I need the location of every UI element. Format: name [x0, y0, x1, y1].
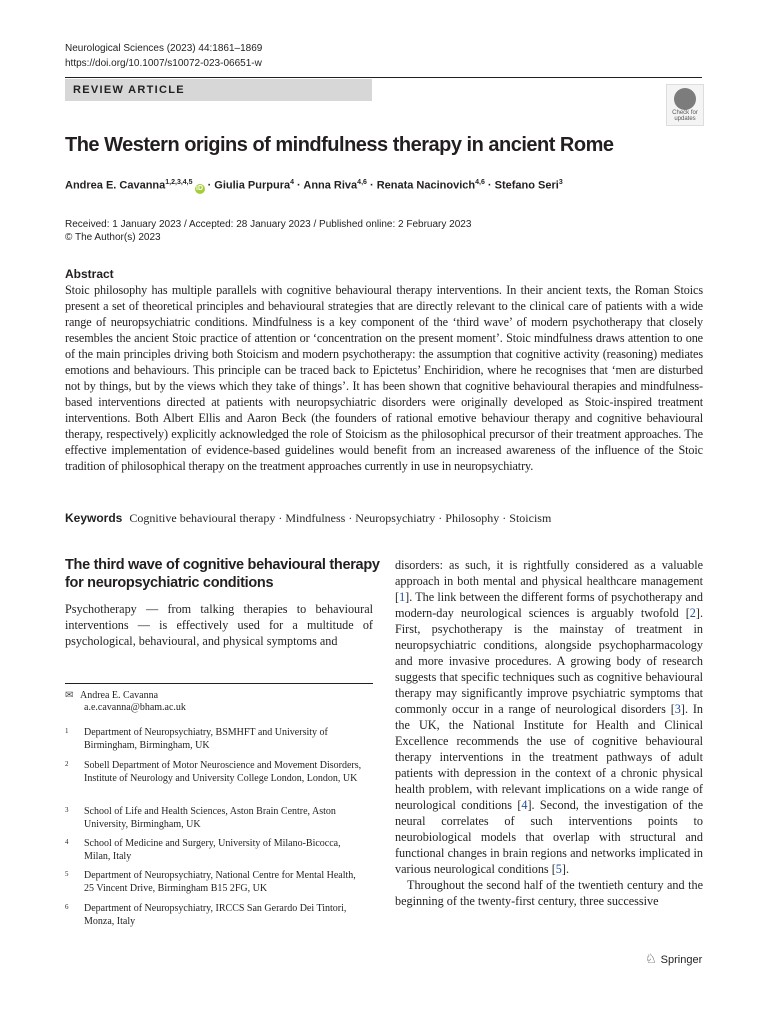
keywords [65, 511, 551, 526]
article-type-label: REVIEW ARTICLE [73, 84, 185, 96]
orcid-icon[interactable]: iD [196, 184, 204, 192]
author-name[interactable]: Renata Nacinovich [376, 179, 476, 192]
section-heading: The third wave of cognitive behavioural therapy for neuropsychiatric conditions [65, 557, 380, 591]
correspondence [65, 690, 186, 714]
author-list: Andrea E. Cavanna$^{1,2,3,4,5}$iD · Giulia Purpura$^4$ · Anna Riva$^{4,6}$ · Renata Nacinovich$^{4,6}$ · Stefano Seri$^3$ [65, 179, 563, 192]
journal-info [65, 41, 262, 71]
citation-link[interactable]: 2 [689, 606, 696, 620]
text-run: . In the UK, the National Institute for Health and Clinical Excellence recommends the use of cognitive behavioural therapy interventions in the treatment pathways of adult patients with depression in the context of a chronic physical health problem, with relevant implications on a wide range of neurological conditions [395, 702, 703, 812]
corresponding-email[interactable]: a.e.cavanna@bham.ac.uk [84, 702, 186, 713]
author-name[interactable]: Andrea E. Cavanna [65, 179, 166, 192]
affiliation-item [65, 806, 365, 831]
abstract-text: Stoic philosophy has multiple parallels with cognitive behavioural therapy interventions. In their ancient texts, the Roman Stoics present a set of theoretical principles and behavioural strategies that are directly relevant to the clinical care of patients with a wide range of neuropsychiatric conditions. Mindfulness is a key component of the ‘third wave’ of modern psychotherapy that closely resembles the ancient Stoic practice of attention or ‘concentration on the present moment’. Stoic mindfulness draws attention to one of the main principles driving both Stoicism and modern psychotherapy: the assumption that cognitive activity (reasoning) mediates emotions and behaviours. This principle can be traced back to Epictetus’ Enchiridion, where he recognises that ‘men are disturbed not by things, but by the views which they take of things’. It has been shown that cognitive behavioural therapies and mindfulness-based interventions directed at patients with neuropsychiatric disorders were originally developed as Stoic-inspired treatment interventions. Both Albert Ellis and Aaron Beck (the founders of rational emotive behaviour therapy and cognitive behavioural therapy, respectively) explicitly acknowledged the role of Stoicism as the philosophical precursor of their treatment approaches. The effective implementation of evidence-based guidelines would benefit from an increased awareness of the influence of the Stoic tradition of philosophical therapy on the treatment approaches currently in use in neuropsychiatry. [65, 283, 703, 473]
article-type-bar [65, 79, 372, 101]
citation-link[interactable]: 3 [674, 702, 681, 716]
affiliation-number: 5 [65, 870, 69, 878]
text-run: . The link between the different forms of psychotherapy and modern-day neurological sciences is arguably twofold [395, 590, 703, 620]
affiliation-number: 3 [65, 806, 69, 814]
footnote-rule [65, 683, 373, 684]
affiliation-text: School of Medicine and Surgery, University of Milano-Bicocca, Milan, Italy [84, 838, 341, 862]
dates-line: Received: 1 January 2023 / Accepted: 28 January 2023 / Published online: 2 February 2023 [65, 219, 472, 230]
abstract-heading: Abstract [65, 267, 114, 281]
affiliation-number: 6 [65, 903, 69, 911]
corresponding-author: Andrea E. Cavanna [80, 690, 159, 701]
author-affiliation: 3 [558, 179, 563, 186]
affiliation-item [65, 870, 365, 895]
text-run: . Second, the investigation of the neural correlates of such interventions points to neurobiological models that overlap with structural and functional changes in brain regions and networks implicated in various neurological conditions [395, 798, 703, 876]
body-paragraph: Psychotherapy — from talking therapies to behavioural interventions — is effectively used for a multitude of psychological, behavioural, and physical symptoms and [65, 602, 373, 648]
check-updates-line2: updates [674, 116, 696, 122]
publisher-name: Springer [660, 954, 703, 966]
keywords-list: Cognitive behavioural therapy · Mindfulness · Neuropsychiatry · Philosophy · Stoicism [129, 511, 552, 525]
right-column-body [395, 557, 703, 909]
citation-link[interactable]: 5 [555, 862, 562, 876]
author-affiliation: 4,6 [357, 179, 367, 186]
author-name[interactable]: Stefano Seri [494, 179, 559, 192]
check-updates-icon [674, 88, 696, 110]
journal-citation: Neurological Sciences (2023) 44:1861–1869 [65, 43, 263, 54]
citation-link[interactable]: 4 [521, 798, 528, 812]
affiliation-text: School of Life and Health Sciences, Aston Brain Centre, Aston University, Birmingham, UK [84, 806, 336, 830]
check-for-updates-badge[interactable] [666, 84, 704, 126]
affiliation-number: 1 [65, 727, 69, 735]
keywords-label: Keywords [65, 511, 123, 525]
affiliation-number: 2 [65, 760, 69, 768]
text-run: . First, psychotherapy is the mainstay of treatment in neuropsychiatric conditions, alongside psychopharmacology and more invasive procedures. A growing body of research suggests that specific techniques such as cognitive behavioural therapy may significantly improve psychiatric symptoms that commonly occur in a range of neurological disorders [395, 606, 703, 716]
author-name[interactable]: Giulia Purpura [214, 179, 291, 192]
article-title: The Western origins of mindfulness therapy in ancient Rome [65, 134, 614, 156]
body-paragraph: disorders: as such, it is rightfully considered as a valuable approach in both mental and physical healthcare management [1]. The link between the different forms of psychotherapy and modern-day neurological sciences is arguably twofold [2]. First, psychotherapy is the mainstay of treatment in neuropsychiatric conditions, alongside psychopharmacology and more invasive procedures. A growing body of research suggests that specific techniques such as cognitive behavioural therapy may significantly improve psychiatric symptoms that commonly occur in a range of neurological disorders [3]. In the UK, the National Institute for Health and Clinical Excellence recommends the use of cognitive behavioural therapy interventions in the treatment pathways of adult patients with depression in the context of a chronic physical health problem, with relevant implications on a wide range of neurological conditions [4]. Second, the investigation of the neural correlates of such interventions points to neurobiological models that overlap with structural and functional changes in brain regions and networks implicated in various neurological conditions [5]. [395, 558, 703, 876]
body-paragraph: Throughout the second half of the twentieth century and the beginning of the twenty-first century, three successive [395, 878, 703, 908]
author-affiliation: 4,6 [475, 179, 485, 186]
affiliation-text: Department of Neuropsychiatry, IRCCS San Gerardo Dei Tintori, Monza, Italy [84, 903, 347, 927]
citation-link[interactable]: 1 [399, 590, 406, 604]
envelope-icon: ✉ [65, 690, 74, 701]
affiliation-text: Department of Neuropsychiatry, BSMHFT and University of Birmingham, Birmingham, UK [84, 727, 328, 751]
affiliation-item [65, 838, 365, 863]
publication-dates [65, 218, 471, 244]
text-run: . [565, 862, 569, 876]
text-run: disorders: as such, it is rightfully considered as a valuable approach in both mental and physical healthcare management [395, 558, 703, 588]
author-affiliation: 4 [290, 179, 294, 186]
affiliation-item [65, 727, 365, 752]
affiliation-item [65, 760, 365, 785]
author-affiliation: 1,2,3,4,5 [165, 179, 193, 186]
author-name[interactable]: Anna Riva [303, 179, 358, 192]
affiliation-text: Department of Neuropsychiatry, National Centre for Mental Health, 25 Vincent Drive, Birmingham B15 2FG, UK [84, 870, 356, 894]
publisher-logo [645, 951, 702, 967]
header-rule [65, 77, 702, 78]
affiliation-number: 4 [65, 838, 69, 846]
check-updates-line1: Check for [672, 110, 698, 116]
doi-link[interactable]: https://doi.org/10.1007/s10072-023-06651-w [65, 58, 262, 69]
copyright-line: © The Author(s) 2023 [65, 232, 161, 243]
affiliation-text: Sobell Department of Motor Neuroscience and Movement Disorders, Institute of Neurology and University College London, London, UK [84, 760, 362, 784]
affiliation-item [65, 903, 365, 928]
springer-horse-icon: ♘ [645, 951, 657, 966]
